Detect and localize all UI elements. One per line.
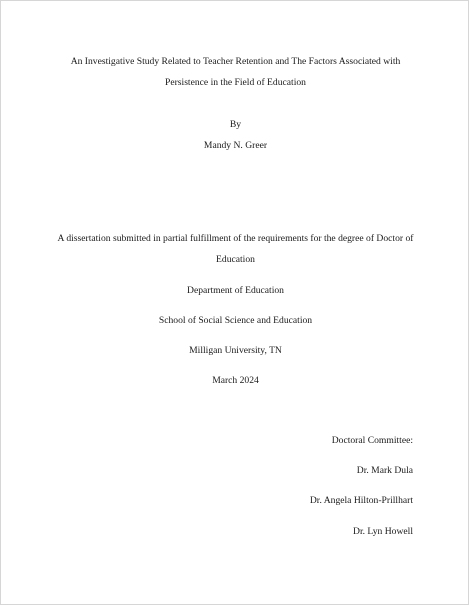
committee-member: Dr. Lyn Howell <box>353 526 413 537</box>
submission-statement-line-1: A dissertation submitted in partial fulfillment of the requirements for the degree of Doctor of <box>57 233 414 244</box>
school: School of Social Science and Education <box>158 315 313 326</box>
byline-by: By <box>229 119 242 130</box>
committee-member: Dr. Angela Hilton-Prillhart <box>309 495 413 506</box>
author-name: Mandy N. Greer <box>203 140 268 151</box>
university: Milligan University, TN <box>189 345 282 356</box>
title-line-2: Persistence in the Field of Education <box>165 77 306 88</box>
committee-heading: Doctoral Committee: <box>331 435 413 446</box>
committee-member: Dr. Mark Dula <box>356 465 413 476</box>
title-line-1: An Investigative Study Related to Teacher Retention and The Factors Associated with <box>70 56 401 67</box>
department: Department of Education <box>187 285 284 296</box>
submission-statement-line-2: Education <box>216 254 255 265</box>
submission-date: March 2024 <box>212 375 259 386</box>
